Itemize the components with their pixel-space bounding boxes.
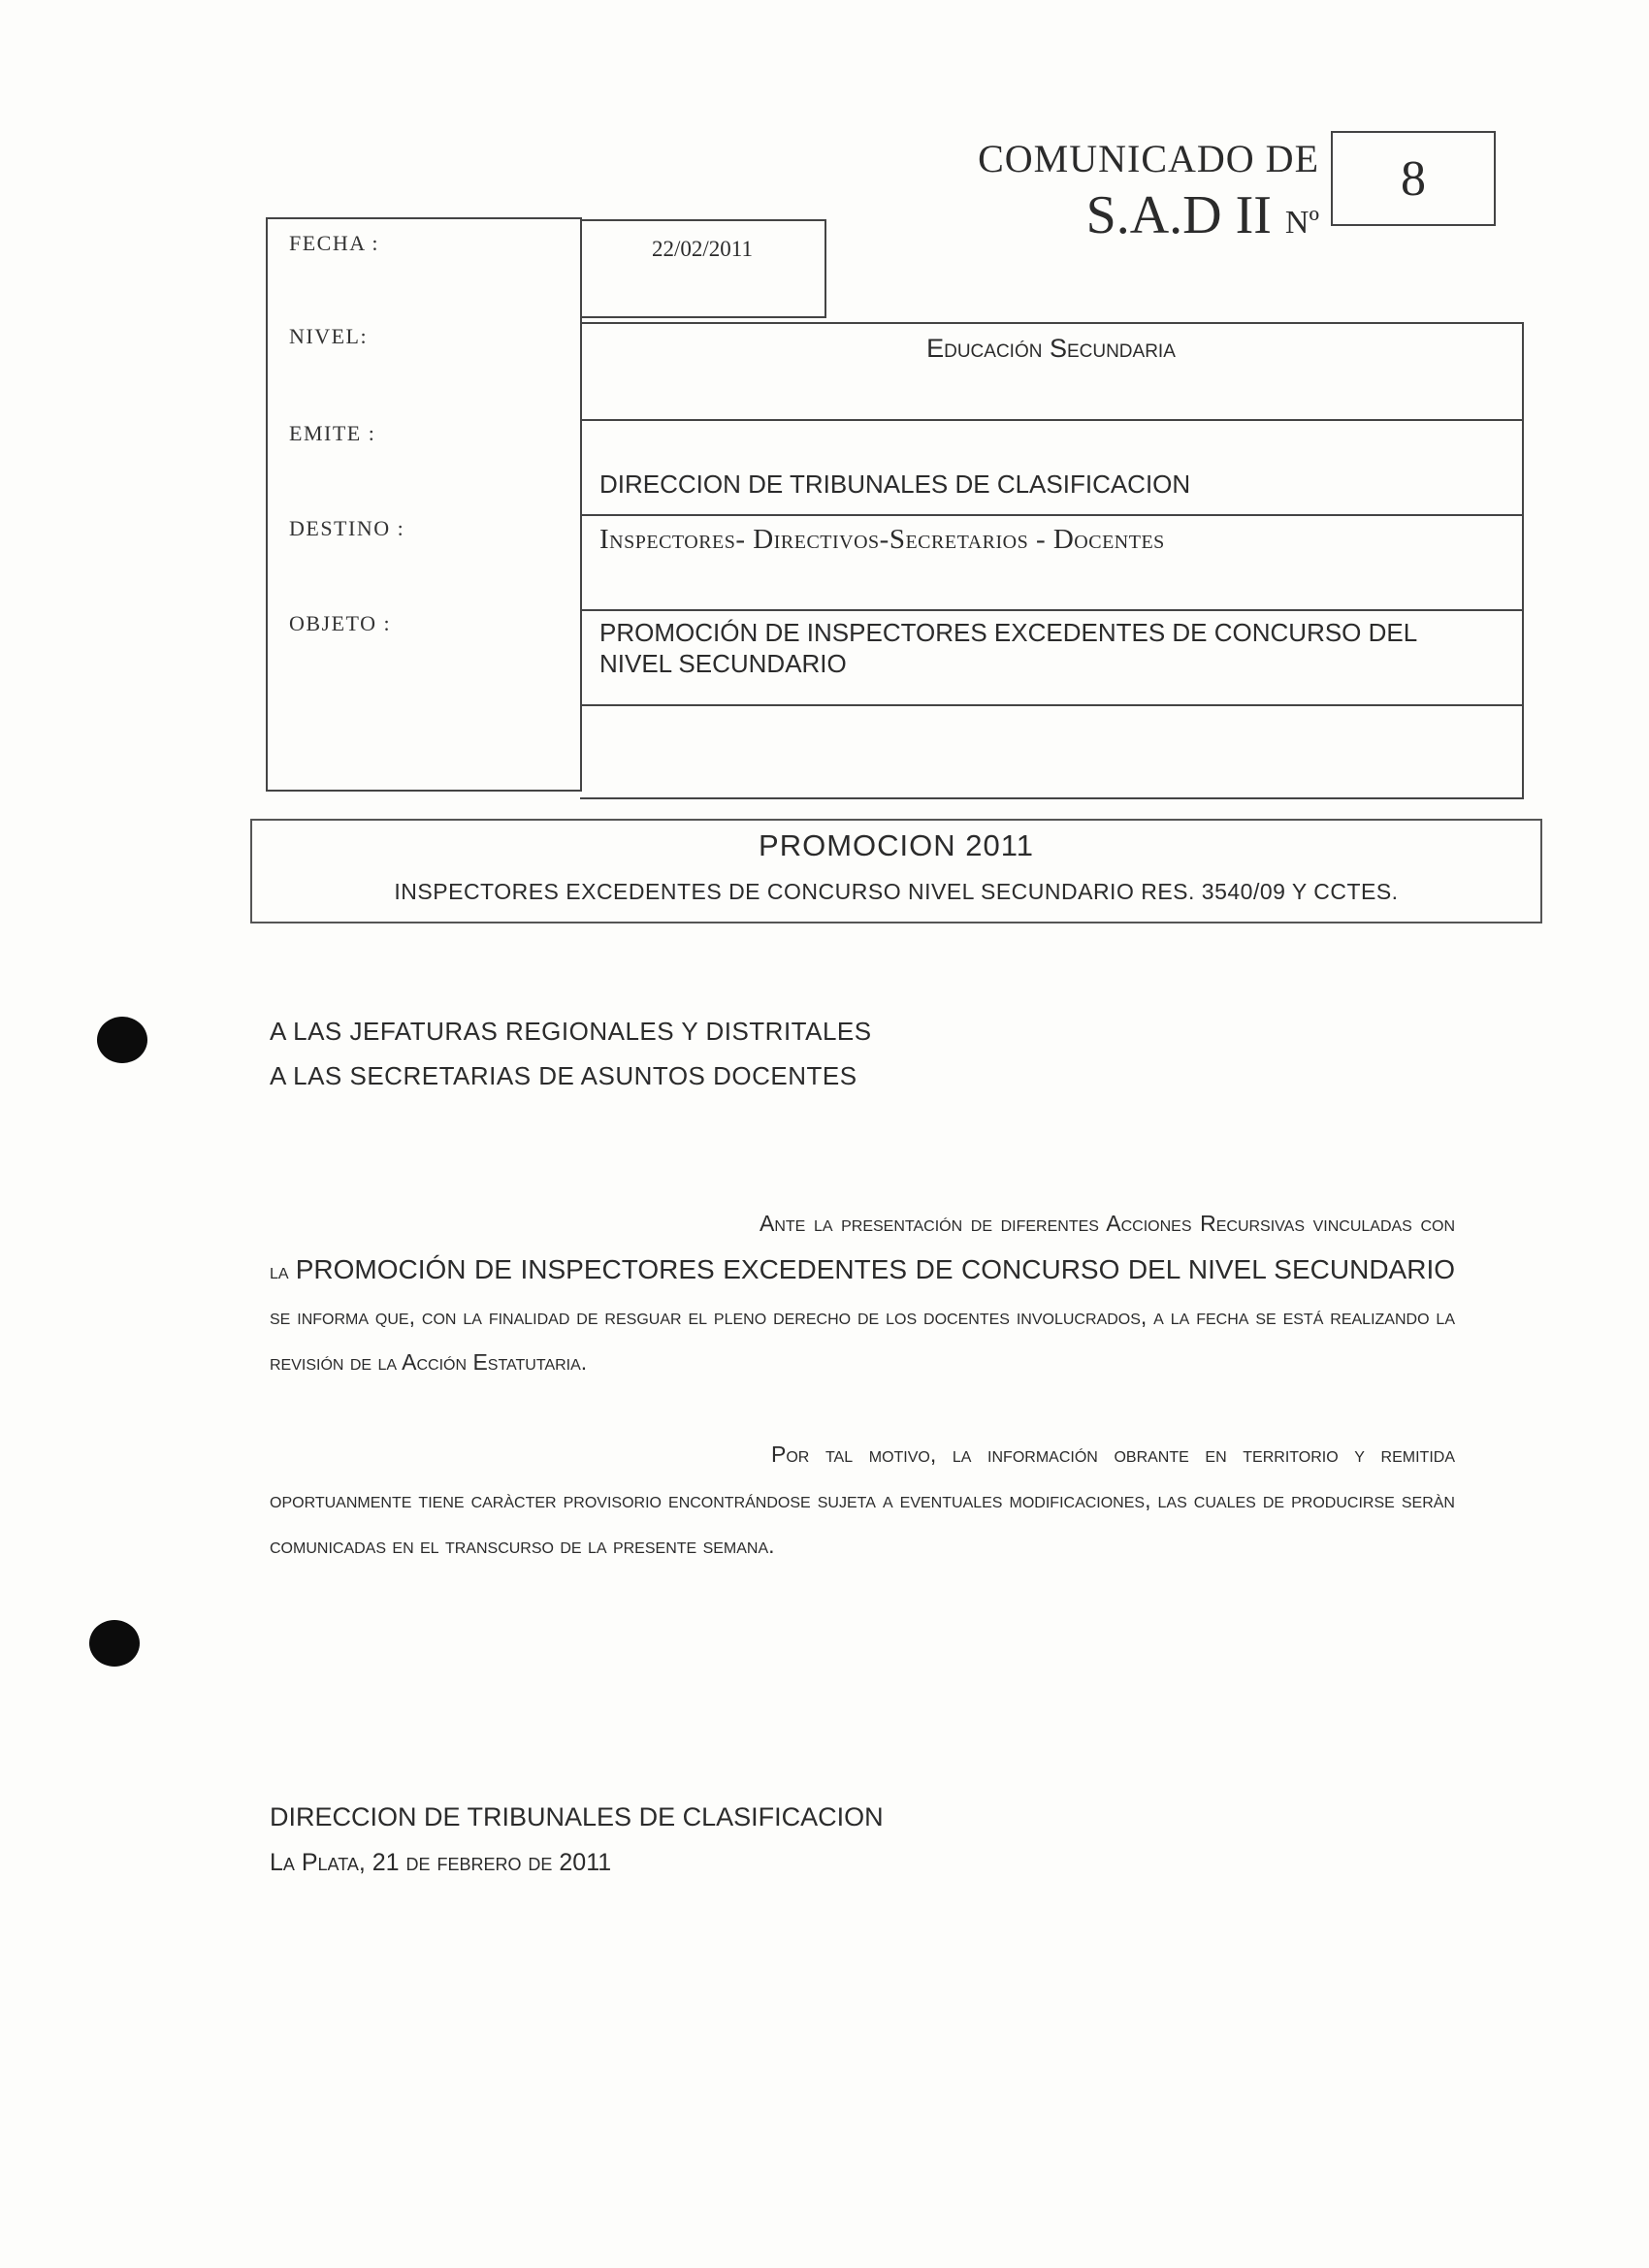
objeto-value: PROMOCIÓN DE INSPECTORES EXCEDENTES DE CONCURSO DEL NIVEL SECUNDARIO <box>599 618 1417 678</box>
punch-hole <box>89 1620 140 1667</box>
body-paragraph-1 <box>270 1201 1455 1385</box>
promocion-subtitle: INSPECTORES EXCEDENTES DE CONCURSO NIVEL SECUNDARIO RES. 3540/09 Y CCTES. <box>394 879 1399 904</box>
promocion-box <box>250 819 1542 923</box>
destino-value: Inspectores- Directivos-Secretarios - Docentes <box>599 524 1165 555</box>
promocion-title: PROMOCION 2011 <box>759 828 1034 862</box>
addressee-line-2: A LAS SECRETARIAS DE ASUNTOS DOCENTES <box>270 1061 857 1090</box>
paragraph-1-lead: Ante la presentación de diferentes Acciones Recursivas vinculadas con la <box>270 1211 1455 1283</box>
row-divider <box>580 609 1522 611</box>
header-subtitle <box>951 184 1319 246</box>
paragraph-1-subject: PROMOCIÓN DE INSPECTORES EXCEDENTES DE CONCURSO DEL NIVEL SECUNDARIO <box>295 1254 1455 1284</box>
fecha-value: 22/02/2011 <box>580 219 826 318</box>
label-nivel: NIVEL: <box>289 324 369 348</box>
label-objeto: OBJETO : <box>289 611 392 635</box>
label-destino: DESTINO : <box>289 516 405 540</box>
signature-issuer: DIRECCION DE TRIBUNALES DE CLASIFICACION <box>270 1802 884 1831</box>
form-value-column <box>580 322 1524 799</box>
header-number-label: Nº <box>1284 205 1319 241</box>
header-title: COMUNICADO DE <box>978 137 1319 180</box>
label-emite: EMITE : <box>289 421 376 445</box>
communique-number: 8 <box>1331 131 1496 226</box>
punch-hole <box>97 1017 147 1063</box>
addressee-line-1: A LAS JEFATURAS REGIONALES Y DISTRITALES <box>270 1017 872 1046</box>
paragraph-1-rest: se informa que, con la finalidad de resguar el pleno derecho de los docentes involucrados, a la fecha se está realizando la revisión de la Acción Estatutaria. <box>270 1304 1455 1375</box>
header-org: S.A.D II <box>1085 185 1272 245</box>
nivel-value: Educación Secundaria <box>926 334 1176 363</box>
label-fecha: FECHA : <box>289 231 380 255</box>
signature-place-date: La Plata, 21 de febrero de 2011 <box>270 1849 612 1876</box>
row-divider <box>580 704 1522 706</box>
form-label-column <box>266 217 582 792</box>
row-divider <box>580 419 1522 421</box>
body-paragraph-2: Por tal motivo, la información obrante en territorio y remitida oportuanmente tiene caràcter provisorio encontrándose sujeta a eventuales modificaciones, las cuales de producirse seràn comunicadas en el transcurso de la presente semana. <box>270 1442 1455 1558</box>
emite-value: DIRECCION DE TRIBUNALES DE CLASIFICACION <box>599 470 1191 499</box>
row-divider <box>580 514 1522 516</box>
